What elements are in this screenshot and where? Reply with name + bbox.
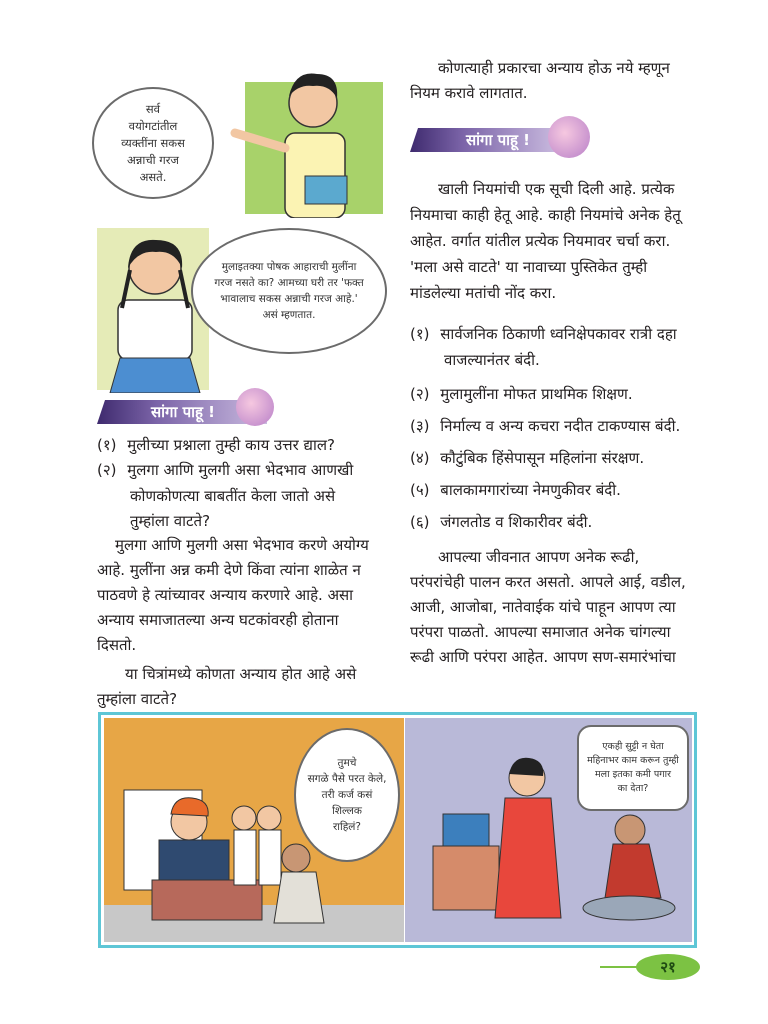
rule-2: (२) मुलामुलींना मोफत प्राथमिक शिक्षण. [410,385,633,403]
girl-figure [100,228,210,393]
bubble-line: भावालाच सकस अन्नाची गरज आहे.' [220,293,358,305]
bubble-line: तुमचे [337,757,357,769]
bubble-line: सर्व [145,101,161,116]
page-number-badge [636,954,700,980]
bubble-line: व्यक्तींना सकस [121,135,185,150]
question-2-cont: कोणकोणत्या बाबतींत केला जातो असे तुम्हांला वाटते? [130,487,336,530]
rule-6: (६) जंगलतोड व शिकारीवर बंदी. [410,513,593,531]
right-intro: कोणत्याही प्रकारचा अन्याय होऊ नये म्हणून नियम करावे लागतात. [410,59,670,102]
maid-speech-bubble [577,725,689,811]
rule-4: (४) कौटुंबिक हिंसेपासून महिलांना संरक्षण. [410,449,645,467]
bubble-line: राहिलं? [332,821,361,833]
right-paragraph-1: खाली नियमांची एक सूची दिली आहे. प्रत्येक नियमाचा काही हेतू आहे. काही नियमांचे अनेक हेतू आहेत. वर्गात यांतील प्रत्येक नियमावर चर्चा करा. 'मला असे वाटते' या नावाच्या पुस्तिकेत तुम्ही मांडलेल्या मतांची नोंद करा. [410,180,681,302]
rule-3: (३) निर्माल्य व अन्य कचरा नदीत टाकण्यास बंदी. [410,417,681,435]
teacher-figure [225,58,385,218]
right-paragraph-2: आपल्या जीवनात आपण अनेक रूढी, परंपरांचेही पालन करत असतो. आपले आई, वडील, आजी, आजोबा, नातेवाईक यांचे पाहून आपण त्या परंपरा पाळतो. आपल्या समाजात अनेक चांगल्या रूढी आणि परंपरा आहेत. आपण सण-समारंभांचा [410,548,686,666]
bubble-line: अन्नाची गरज [127,152,179,167]
girl-badge-icon [548,116,590,158]
banner-label: सांगा पाहू ! [151,403,216,421]
moneylender-speech-bubble [294,728,400,862]
girl-speech-bubble [191,228,387,354]
sanga-pahu-banner-right [410,128,560,152]
bubble-line: वयोगटांतील [128,118,178,133]
bubble-line: असते. [139,169,167,184]
question-1: (१) मुलीच्या प्रश्नाला तुम्ही काय उत्तर द्याल? [97,436,335,454]
bubble-line: एकही सुट्टी न घेता [602,741,664,752]
question-2: (२) मुलगा आणि मुलगी असा भेदभाव आणखी [97,461,354,479]
bubble-line: शिल्लक [332,805,362,817]
teacher-speech-bubble [92,87,214,199]
left-paragraph-2: या चित्रांमध्ये कोणता अन्याय होत आहे असे तुम्हांला वाटते? [97,665,357,708]
page-number: २१ [660,958,676,976]
rule-1: (१) सार्वजनिक ठिकाणी ध्वनिक्षेपकावर रात्री दहा [410,325,677,343]
banner-label: सांगा पाहू ! [466,131,531,149]
bubble-line: गरज नसते का? आमच्या घरी तर 'फक्त [214,277,364,289]
bubble-line: मुलाइतक्या पोषक आहाराची मुलींना [221,261,357,273]
bubble-line: का देता? [617,783,649,794]
bubble-line: असं म्हणतात. [262,309,316,321]
rule-1-cont: वाजल्यानंतर बंदी. [444,351,540,369]
bubble-line: मला इतका कमी पगार [594,769,671,780]
bubble-line: सगळे पैसे परत केले, [307,773,387,785]
bubble-line: तरी कर्ज कसं [321,789,373,801]
bubble-line: महिनाभर काम करून तुम्ही [587,755,679,766]
left-paragraph-1: मुलगा आणि मुलगी असा भेदभाव करणे अयोग्य आहे. मुलींना अन्न कमी देणे किंवा त्यांना शाळेत न पाठवणे हे त्यांच्यावर अन्याय करणारे आहे. असा अन्याय समाजातल्या अन्य घटकांवरही होताना दिसतो. [97,536,369,654]
rule-5: (५) बालकामगारांच्या नेमणुकीवर बंदी. [410,481,621,499]
girl-badge-icon [236,388,274,426]
